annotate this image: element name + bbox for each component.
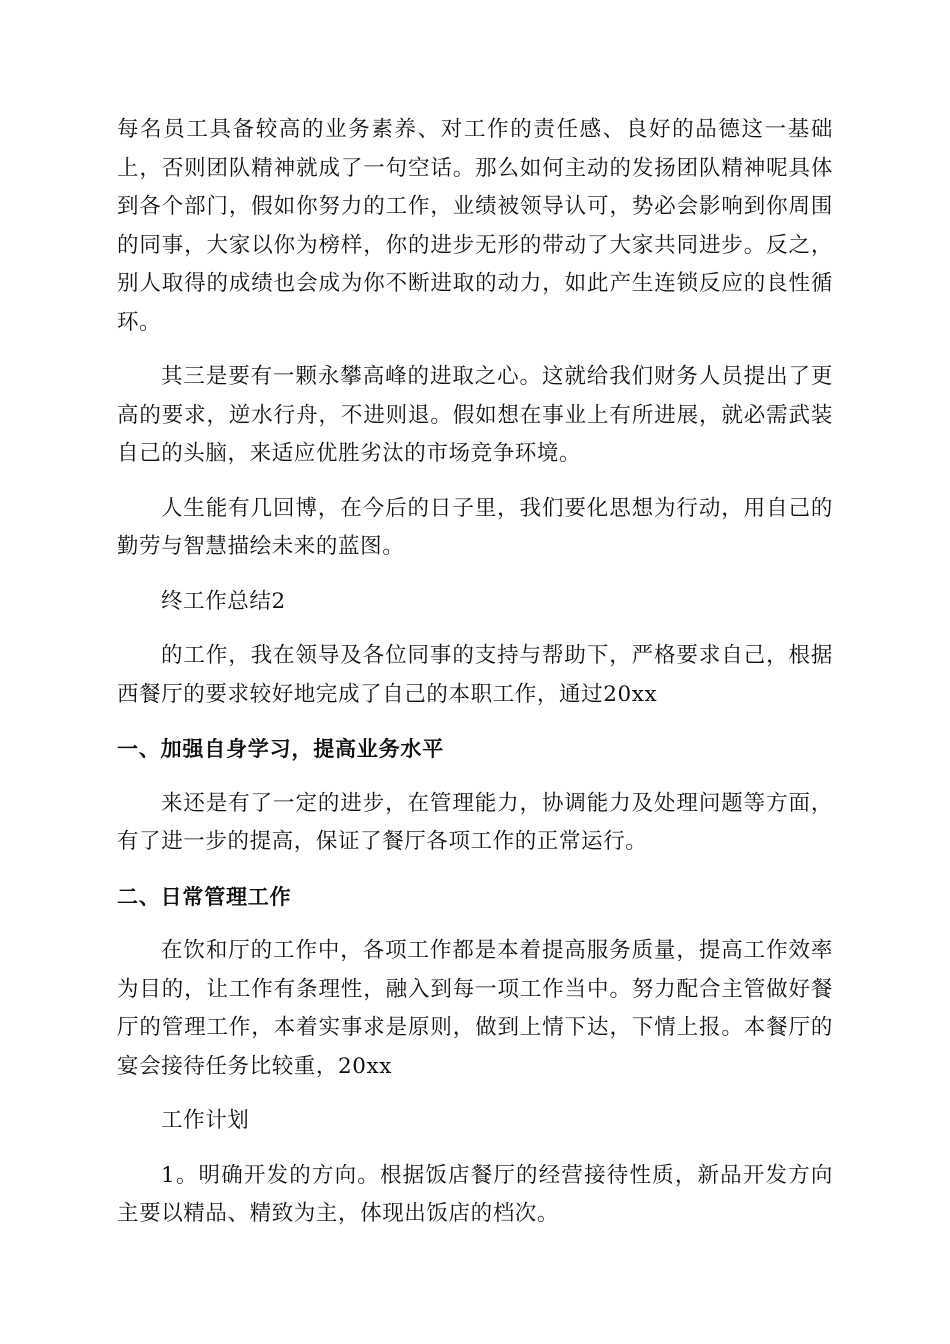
heading-daily-management: 二、日常管理工作 xyxy=(117,884,292,909)
section-title-summary-2: 终工作总结2 xyxy=(161,588,286,614)
paragraph-work-intro: 的工作，我在领导及各位同事的支持与帮助下，严格要求自己，根据西餐厅的要求较好地完成了自己的本职工作，通过20xx xyxy=(117,643,833,707)
paragraph-ambition: 其三是要有一颗永攀高峰的进取之心。这就给我们财务人员提出了更高的要求，逆水行舟，不进则退。假如想在事业上有所进展，就必需武装自己的头脑，来适应优胜劣汰的市场竞争环境。 xyxy=(117,364,833,466)
paragraph-management-work: 在饮和厅的工作中，各项工作都是本着提高服务质量，提高工作效率为目的，让工作有条理性，融入到每一项工作当中。努力配合主管做好餐厅的管理工作，本着实事求是原则，做到上情下达，下情上报。本餐厅的宴会接待任务比较重，20xx xyxy=(117,938,833,1079)
paragraph-life: 人生能有几回博，在今后的日子里，我们要化思想为行动，用自己的勤劳与智慧描绘未来的蓝图。 xyxy=(117,495,833,559)
document-body xyxy=(117,111,833,1234)
heading-self-learning: 一、加强自身学习，提高业务水平 xyxy=(117,737,444,761)
paragraph-plan-item-1: 1。明确开发的方向。根据饭店餐厅的经营接待性质，新品开发方向主要以精品、精致为主，体现出饭店的档次。 xyxy=(117,1162,833,1226)
paragraph-team-spirit: 每名员工具备较高的业务素养、对工作的责任感、良好的品德这一基础上，否则团队精神就成了一句空话。那么如何主动的发扬团队精神呢具体到各个部门，假如你努力的工作，业绩被领导认可，势必会影响到你周围的同事，大家以你为榜样，你的进步无形的带动了大家共同进步。反之，别人取得的成绩也会成为你不断进取的动力，如此产生连锁反应的良性循环。 xyxy=(117,117,833,335)
paragraph-progress: 来还是有了一定的进步，在管理能力，协调能力及处理问题等方面，有了进一步的提高，保证了餐厅各项工作的正常运行。 xyxy=(117,790,833,854)
section-title-work-plan: 工作计划 xyxy=(161,1108,250,1133)
